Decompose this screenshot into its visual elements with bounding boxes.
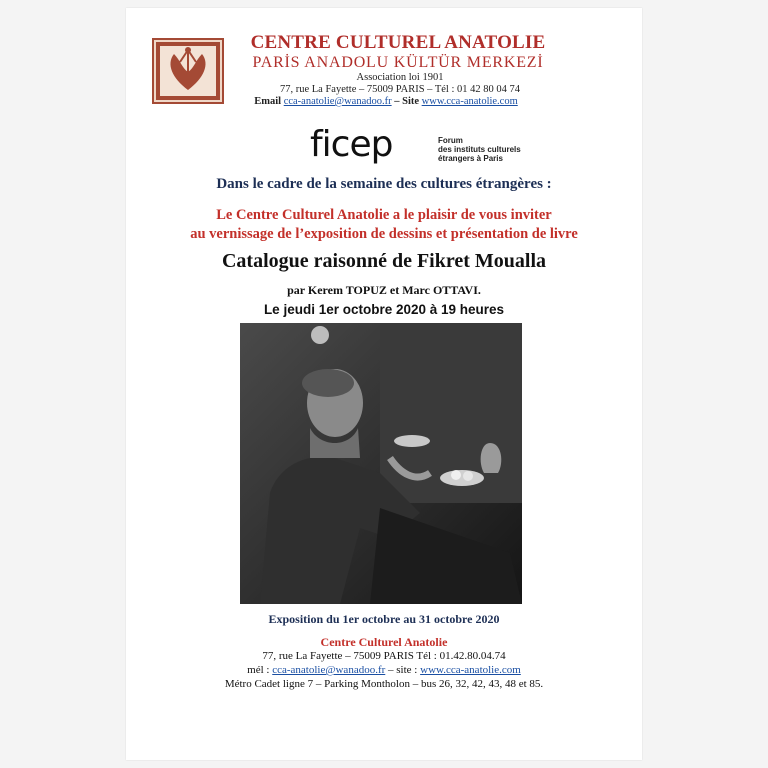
footer-email-link[interactable]: cca-anatolie@wanadoo.fr bbox=[272, 664, 386, 676]
header-address: 77, rue La Fayette – 75009 PARIS – Tél : 01 42 80 04 74 bbox=[279, 84, 521, 95]
association-text: Association loi 1901 bbox=[356, 72, 444, 83]
header-site-link[interactable]: www.cca-anatolie.com bbox=[421, 96, 518, 107]
footer-transport: Métro Cadet ligne 7 – Parking Montholon – bus 26, 32, 42, 43, 48 et 85. bbox=[224, 678, 544, 690]
event-date: Le jeudi 1er octobre 2020 à 19 heures bbox=[263, 302, 505, 317]
anatolie-logo-image bbox=[152, 38, 224, 104]
footer-site-label: – site : bbox=[388, 664, 418, 676]
invite-line-1: Le Centre Culturel Anatolie a le plaisir de vous inviter bbox=[216, 207, 552, 223]
footer-contact bbox=[120, 664, 648, 676]
exposition-dates: Exposition du 1er octobre au 31 octobre 2020 bbox=[268, 612, 500, 626]
intro-heading: Dans le cadre de la semaine des cultures étrangères : bbox=[216, 176, 552, 192]
ficep-caption bbox=[438, 136, 521, 163]
header-contact bbox=[206, 96, 566, 107]
email-label: Email bbox=[254, 96, 282, 107]
ficep-logo: ficep bbox=[310, 124, 393, 165]
mel-label: mél : bbox=[247, 664, 270, 676]
invitation-text bbox=[120, 206, 648, 244]
ficep-line-3: étrangers à Paris bbox=[438, 154, 503, 163]
org-subtitle: PARİS ANADOLU KÜLTÜR MERKEZİ bbox=[252, 54, 544, 71]
invite-line-2: au vernissage de l’exposition de dessins et présentation de livre bbox=[190, 226, 578, 242]
site-label: – Site bbox=[394, 96, 420, 107]
ficep-line-1: Forum bbox=[438, 136, 463, 145]
header-email-link[interactable]: cca-anatolie@wanadoo.fr bbox=[283, 96, 392, 107]
catalogue-title: Catalogue raisonné de Fikret Moualla bbox=[221, 250, 547, 272]
footer-address: 77, rue La Fayette – 75009 PARIS Tél : 01.42.80.04.74 bbox=[262, 650, 506, 662]
artist-photo bbox=[240, 323, 522, 604]
footer-org-name: Centre Culturel Anatolie bbox=[320, 635, 448, 649]
authors-line: par Kerem TOPUZ et Marc OTTAVI. bbox=[287, 283, 481, 297]
ficep-line-2: des instituts culturels bbox=[438, 145, 521, 154]
footer-site-link[interactable]: www.cca-anatolie.com bbox=[420, 664, 521, 676]
org-title: CENTRE CULTUREL ANATOLIE bbox=[250, 32, 546, 53]
